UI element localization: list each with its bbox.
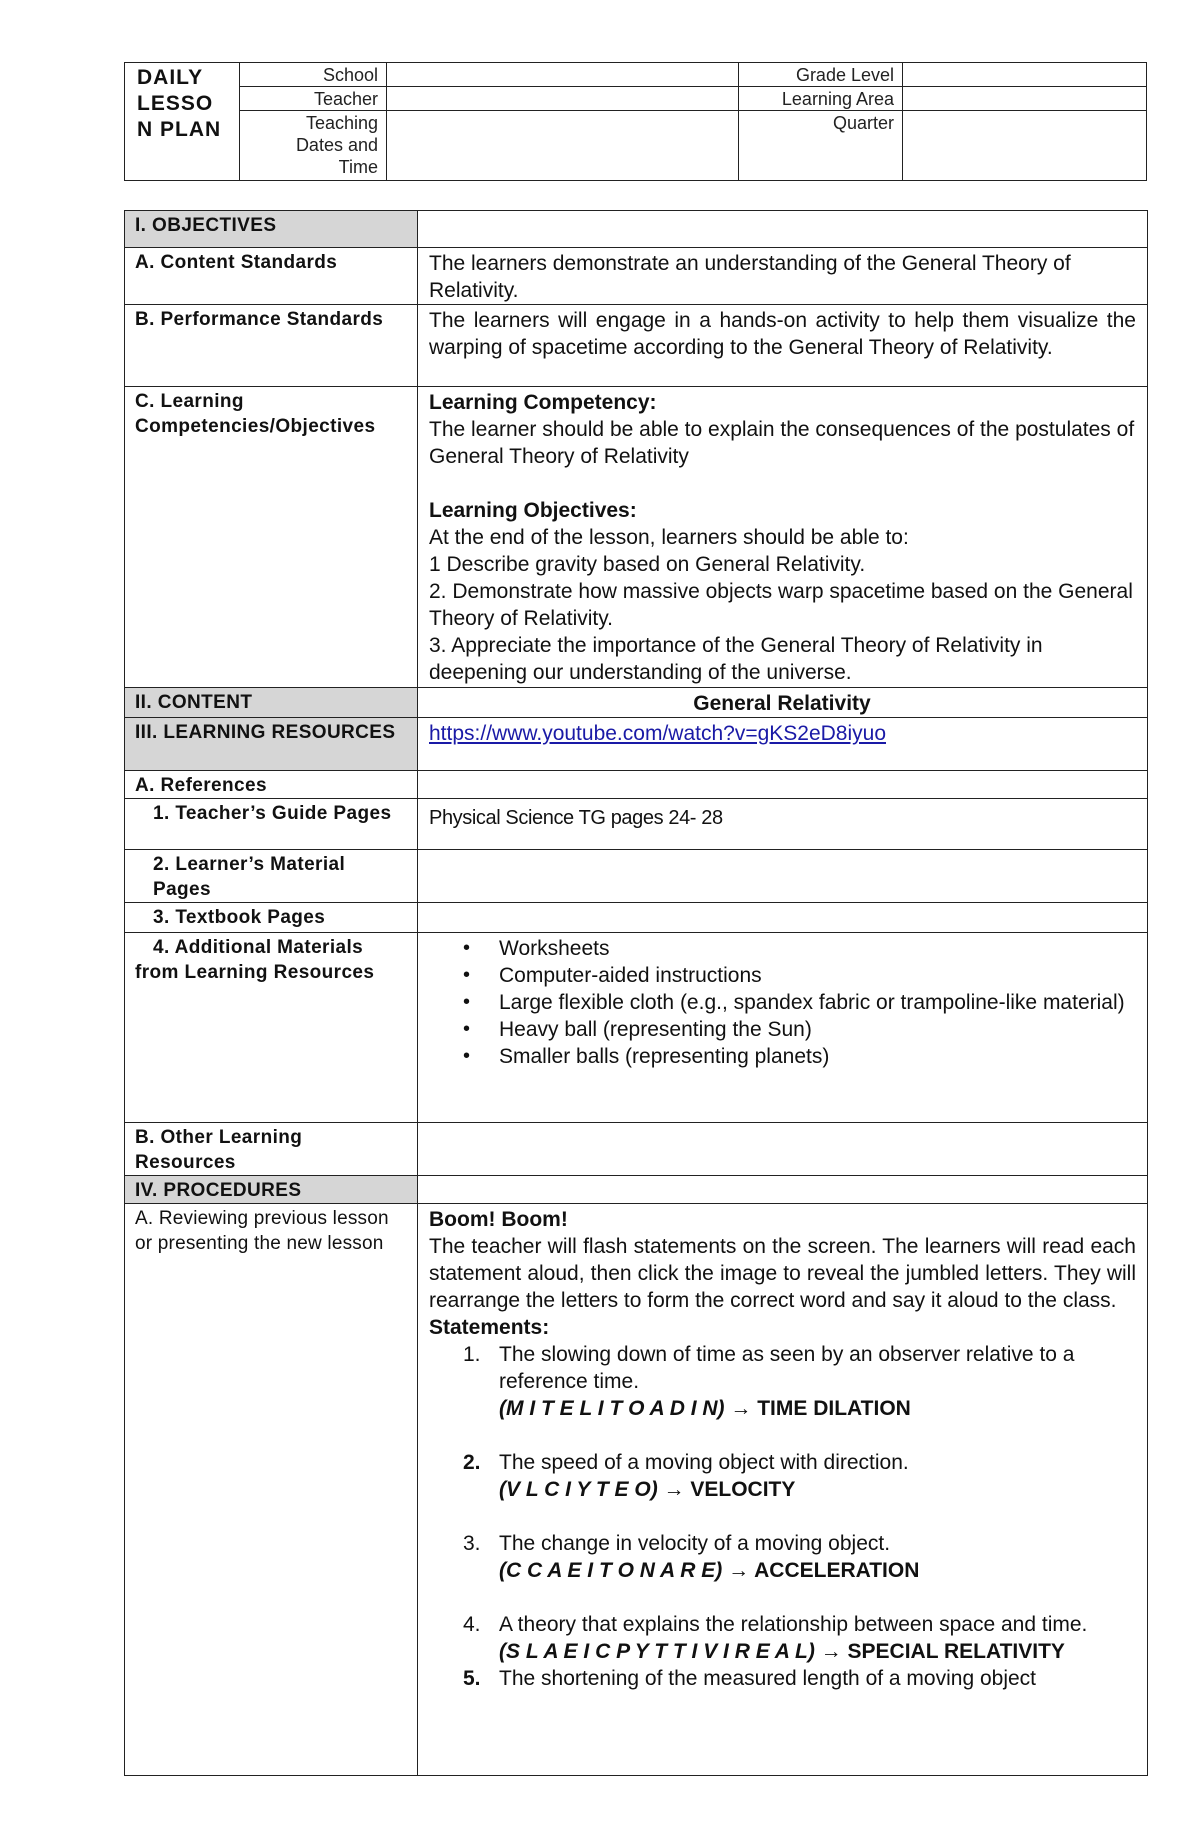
objectives-intro: At the end of the lesson, learners should be able to: [429, 526, 909, 549]
objectives-row [125, 211, 1148, 248]
competency-text: The learner should be able to explain the consequences of the postulates of General Theory of Relativity [429, 418, 1135, 468]
material-item: • Computer-aided instructions [499, 962, 1136, 989]
statement-item: 3. The change in velocity of a moving object. (C C A E I T O N A R E) → ACCELERATION [463, 1532, 920, 1582]
performance-standards-label: B. Performance Standards [125, 305, 418, 387]
quarter-value [903, 111, 1147, 181]
teaching-dates-value [387, 111, 739, 181]
content-standards-label: A. Content Standards [125, 248, 418, 305]
statement-item: 1. The slowing down of time as seen by an observer relative to a reference time. (M I T E L I T O A D I N) → TIME DILATION [463, 1343, 1075, 1420]
activity-title: Boom! Boom! [429, 1208, 568, 1231]
resource-video-link[interactable]: https://www.youtube.com/watch?v=gKS2eD8iyuo [429, 722, 886, 745]
learners-material-row [125, 850, 1148, 903]
textbook-row [125, 903, 1148, 933]
references-row [125, 771, 1148, 799]
teachers-guide-label: 1. Teacher’s Guide Pages [125, 799, 418, 850]
additional-materials-row [125, 933, 1148, 1123]
reviewing-row [125, 1204, 1148, 1776]
competency-heading: Learning Competency: [429, 391, 657, 414]
reviewing-label: A. Reviewing previous lesson or presenting the new lesson [125, 1204, 418, 1776]
reviewing-content [418, 1204, 1148, 1776]
objectives-heading: I. OBJECTIVES [125, 211, 418, 248]
competencies-row [125, 387, 1148, 688]
statement-item: 4. A theory that explains the relationship between space and time. (S L A E I C P Y T T I V I R E A L) → SPECIAL RELATIVITY [463, 1613, 1088, 1663]
objective-item: 1 Describe gravity based on General Relativity. [429, 553, 866, 576]
material-item: • Heavy ball (representing the Sun) [499, 1016, 1136, 1043]
lesson-plan-table [124, 210, 1148, 1776]
procedures-label: IV. PROCEDURES [125, 1176, 418, 1204]
content-row [125, 688, 1148, 718]
objectives-subheading: Learning Objectives: [429, 499, 637, 522]
additional-materials-label: 4. Additional Materials from Learning Resources [125, 933, 418, 1123]
other-resources-label: B. Other Learning Resources [125, 1123, 418, 1176]
performance-standards-text: The learners will engage in a hands-on activity to help them visualize the warping of spacetime according to the General Theory of Relativity. [418, 305, 1148, 387]
statement-item: 2. The speed of a moving object with direction. (V L C I Y T E O) → VELOCITY [463, 1451, 909, 1501]
statement-item: 5. The shortening of the measured length of a moving object [463, 1667, 1036, 1690]
document-title: DAILY LESSO N PLAN [125, 63, 240, 181]
material-item: • Large flexible cloth (e.g., spandex fabric or trampoline-like material) [499, 989, 1136, 1016]
references-label: A. References [125, 771, 418, 799]
statements-heading: Statements: [429, 1316, 550, 1339]
other-resources-row [125, 1123, 1148, 1176]
procedures-row [125, 1176, 1148, 1204]
performance-standards-row [125, 305, 1148, 387]
grade-level-label: Grade Level [739, 63, 903, 87]
learning-area-label: Learning Area [739, 87, 903, 111]
objective-item: 2. Demonstrate how massive objects warp spacetime based on the General Theory of Relativity. [429, 580, 1133, 630]
competencies-content [418, 387, 1148, 688]
content-label: II. CONTENT [125, 688, 418, 718]
content-standards-row [125, 248, 1148, 305]
learning-resources-label: III. LEARNING RESOURCES [125, 718, 418, 771]
competencies-label: C. Learning Competencies/Objectives [125, 387, 418, 688]
textbook-label: 3. Textbook Pages [125, 903, 418, 933]
school-label: School [240, 63, 387, 87]
material-item: • Worksheets [499, 935, 1136, 962]
lesson-plan-header [124, 62, 1147, 181]
school-value [387, 63, 739, 87]
teachers-guide-value: Physical Science TG pages 24- 28 [418, 799, 1148, 850]
statements-list [429, 1341, 1136, 1692]
content-value: General Relativity [418, 688, 1148, 718]
learning-area-value [903, 87, 1147, 111]
teachers-guide-row [125, 799, 1148, 850]
teacher-value [387, 87, 739, 111]
material-item: • Smaller balls (representing planets) [499, 1043, 1136, 1070]
teacher-label: Teacher [240, 87, 387, 111]
content-standards-text: The learners demonstrate an understanding of the General Theory of Relativity. [418, 248, 1148, 305]
quarter-label: Quarter [739, 111, 903, 181]
objective-item: 3. Appreciate the importance of the General Theory of Relativity in deepening our understanding of the universe. [429, 634, 1043, 684]
activity-text: The teacher will flash statements on the screen. The learners will read each statement aloud, then click the image to reveal the jumbled letters. They will rearrange the letters to form the correct word and say it aloud to the class. [429, 1235, 1136, 1312]
learners-material-label: 2. Learner’s Material Pages [125, 850, 418, 903]
learning-resources-row [125, 718, 1148, 771]
additional-materials-list [418, 933, 1148, 1123]
grade-level-value [903, 63, 1147, 87]
teaching-dates-label: Teaching Dates and Time [240, 111, 387, 181]
